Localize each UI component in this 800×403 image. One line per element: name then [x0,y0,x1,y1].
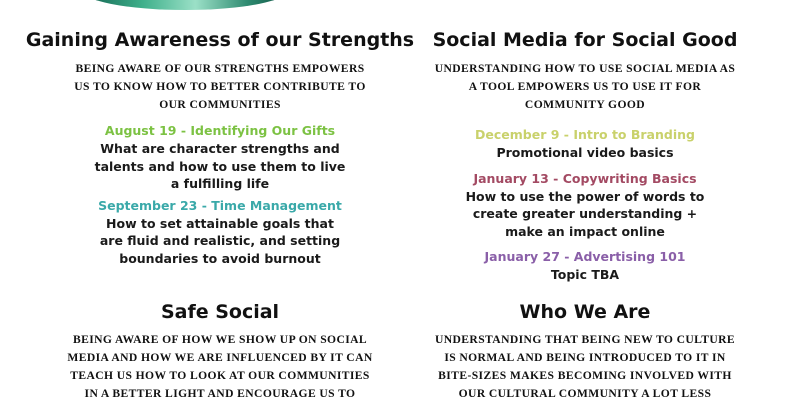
section-strengths [20,28,420,267]
session-item [390,248,780,284]
intro-line: MEDIA AND HOW WE ARE INFLUENCED BY IT CAN [67,351,373,364]
session-title: January 13 - Copywriting Basics [473,170,697,186]
section-title: Social Media for Social Good [432,29,738,51]
intro-line: US TO KNOW HOW TO BETTER CONTRIBUTE TO [74,80,366,93]
session-title: September 23 - Time Management [98,197,342,213]
session-desc: How to use the power of words to [465,188,705,204]
intro-line: OUR COMMUNITIES [159,98,281,111]
intro-line: IS NORMAL AND BEING INTRODUCED TO IT IN [444,351,726,364]
session-desc: talents and how to use them to live [94,158,346,174]
session-item [390,170,780,241]
session-desc: make an impact online [505,223,665,239]
section-title: Gaining Awareness of our Strengths [25,29,415,51]
section-intro [390,60,780,114]
session-title: December 9 - Intro to Branding [475,127,695,142]
session-desc: What are character strengths and [100,141,340,156]
session-desc: How to set attainable goals that [106,215,334,231]
section-intro [390,331,780,403]
session-item [20,122,420,193]
section-social-good [390,28,780,284]
intro-line: IN A BETTER LIGHT AND ENCOURAGE US TO [84,387,356,400]
section-intro [20,60,420,114]
intro-line: A TOOL EMPOWERS US TO USE IT FOR [468,80,702,93]
session-desc: a fulfilling life [170,176,270,191]
intro-line: OUR CULTURAL COMMUNITY A LOT LESS [458,387,712,400]
session-title: August 19 - Identifying Our Gifts [104,123,336,138]
intro-line: BITE-SIZES MAKES BECOMING INVOLVED WITH [438,369,732,382]
session-desc: Topic TBA [550,267,620,282]
section-intro [20,331,420,403]
section-safe-social [20,300,420,403]
intro-line: TEACH US HOW TO LOOK AT OUR COMMUNITIES [70,369,370,382]
section-title: Who We Are [519,301,651,323]
intro-line: COMMUNITY GOOD [524,98,646,111]
session-title: January 27 - Advertising 101 [484,249,686,264]
session-item [390,126,780,162]
intro-line: BEING AWARE OF OUR STRENGTHS EMPOWERS [75,62,365,75]
session-desc: Promotional video basics [496,145,674,160]
section-title: Safe Social [160,301,280,323]
intro-line: UNDERSTANDING THAT BEING NEW TO CULTURE [434,333,736,346]
session-desc: boundaries to avoid burnout [119,250,321,266]
intro-line: BEING AWARE OF HOW WE SHOW UP ON SOCIAL [72,333,368,346]
session-desc: create greater understanding + [472,206,698,221]
session-desc: are fluid and realistic, and setting [99,233,341,248]
session-item [20,197,420,268]
section-who-we-are [390,300,780,403]
header-decorative-graphic [80,0,290,10]
intro-line: UNDERSTANDING HOW TO USE SOCIAL MEDIA AS [434,62,736,75]
